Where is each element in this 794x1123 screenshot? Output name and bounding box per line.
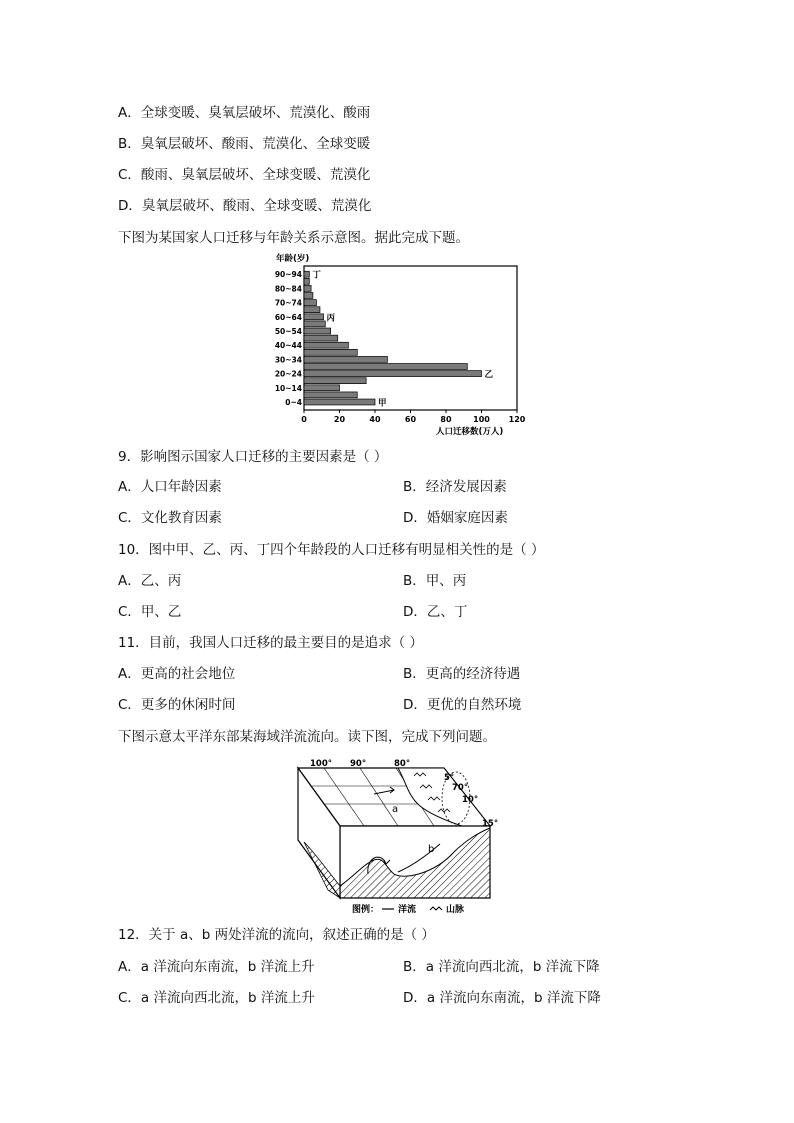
x-tick-label: 80 <box>440 415 452 424</box>
intro-ocean-current: 下图示意太平洋东部某海域洋流流向。读下图，完成下列问题。 <box>118 729 496 745</box>
bar-35~39 <box>304 349 357 355</box>
bar-0~4 <box>304 399 375 405</box>
lat-label-15: 15° <box>482 819 499 829</box>
x-tick-label: 40 <box>369 415 381 424</box>
legend-mountain-label: 山脉 <box>446 905 465 915</box>
current-label-b: b <box>428 844 435 855</box>
x-tick-label: 0 <box>301 415 307 424</box>
annotation-label: 乙 <box>484 370 494 381</box>
bar-80~84 <box>304 285 311 291</box>
q12-option-d: D．a 洋流向东南流，b 洋流下降 <box>403 990 601 1006</box>
x-tick-label: 20 <box>333 415 346 424</box>
annotation-label: 丁 <box>312 270 321 281</box>
intro-migration: 下图为某国家人口迁移与年龄关系示意图。据此完成下题。 <box>118 230 469 246</box>
annotation-label: 丙 <box>326 313 336 324</box>
q11-option-d: D．更优的自然环境 <box>403 697 522 713</box>
q10-stem: 10．图中甲、乙、丙、丁四个年龄段的人口迁移有明显相关性的是（ ） <box>118 542 545 558</box>
legend-mountain-symbol <box>430 907 442 910</box>
y-tick-label: 70~74 <box>274 298 302 308</box>
y-tick-label: 90~94 <box>274 270 302 280</box>
bar-15~19 <box>304 378 366 384</box>
current-label-a: a <box>392 804 399 815</box>
lon-label-90: 90° <box>350 759 367 769</box>
bar-90~94 <box>304 271 309 277</box>
migration-age-chart <box>268 252 530 440</box>
bar-5~9 <box>304 392 357 398</box>
bar-30~34 <box>304 356 387 362</box>
bar-45~49 <box>304 335 338 341</box>
bar-65~69 <box>304 307 320 313</box>
q10-option-a: A．乙、丙 <box>118 573 182 589</box>
q10-option-c: C．甲、乙 <box>118 604 182 620</box>
q12-option-a: A．a 洋流向东南流，b 洋流上升 <box>118 959 315 975</box>
q9-option-c: C．文化教育因素 <box>118 510 222 526</box>
bar-50~54 <box>304 328 331 334</box>
q12-stem: 12．关于 a、b 两处洋流的流向，叙述正确的是（ ） <box>118 927 435 943</box>
annotation-label: 甲 <box>378 398 387 409</box>
q11-option-a: A．更高的社会地位 <box>118 666 236 682</box>
lat-label-70: 70° <box>452 783 469 793</box>
prev-option-c: C．酸雨、臭氧层破坏、全球变暖、荒漠化 <box>118 167 371 183</box>
y-tick-label: 0~4 <box>285 398 302 407</box>
q10-option-b: B．甲、丙 <box>403 573 467 589</box>
prev-option-b: B．臭氧层破坏、酸雨、荒漠化、全球变暖 <box>118 136 371 152</box>
q9-stem: 9．影响图示国家人口迁移的主要因素是（ ） <box>118 449 388 465</box>
q10-option-d: D．乙、丁 <box>403 604 468 620</box>
prev-option-d: D．臭氧层破坏、酸雨、全球变暖、荒漠化 <box>118 198 372 214</box>
x-tick-label: 100 <box>473 415 490 424</box>
x-tick-label: 120 <box>508 415 526 424</box>
bar-25~29 <box>304 364 467 370</box>
q11-stem: 11．目前，我国人口迁移的最主要目的是追求（ ） <box>118 635 423 651</box>
y-tick-label: 40~44 <box>274 341 302 351</box>
y-tick-label: 80~84 <box>274 284 302 294</box>
q11-option-c: C．更多的休闲时间 <box>118 697 236 713</box>
q9-option-d: D．婚姻家庭因素 <box>403 510 508 526</box>
bar-70~74 <box>304 300 316 306</box>
bar-85~89 <box>304 278 309 284</box>
y-tick-label: 20~24 <box>274 369 302 379</box>
q12-option-c: C．a 洋流向西北流，b 洋流上升 <box>118 990 315 1006</box>
y-tick-label: 30~34 <box>274 355 302 365</box>
q9-option-b: B．经济发展因素 <box>403 479 507 495</box>
y-tick-label: 60~64 <box>274 312 302 322</box>
x-axis-title: 人口迁移数(万人) <box>436 427 504 437</box>
lon-label-80: 80° <box>394 759 411 769</box>
bar-40~44 <box>304 342 348 348</box>
y-tick-label: 50~54 <box>274 327 302 336</box>
legend-title: 图例： <box>352 905 380 915</box>
lon-label-100: 100° <box>310 759 332 769</box>
q11-option-b: B．更高的经济待遇 <box>403 666 521 682</box>
bar-75~79 <box>304 293 313 299</box>
legend-current-label: 洋流 <box>398 905 417 915</box>
lat-label-5: 5° <box>444 773 455 783</box>
x-tick-label: 60 <box>404 415 417 424</box>
bar-10~14 <box>304 385 340 391</box>
ocean-current-diagram <box>294 756 504 916</box>
lat-label-10: 10° <box>462 795 479 805</box>
q12-option-b: B．a 洋流向西北流，b 洋流下降 <box>403 959 600 975</box>
prev-option-a: A．全球变暖、臭氧层破坏、荒漠化、酸雨 <box>118 105 371 121</box>
q9-option-a: A．人口年龄因素 <box>118 479 222 495</box>
bar-55~59 <box>304 321 325 327</box>
y-axis-title: 年龄(岁) <box>276 254 310 264</box>
bar-20~24 <box>304 371 482 377</box>
y-tick-label: 10~14 <box>274 383 302 393</box>
bar-60~64 <box>304 314 324 320</box>
